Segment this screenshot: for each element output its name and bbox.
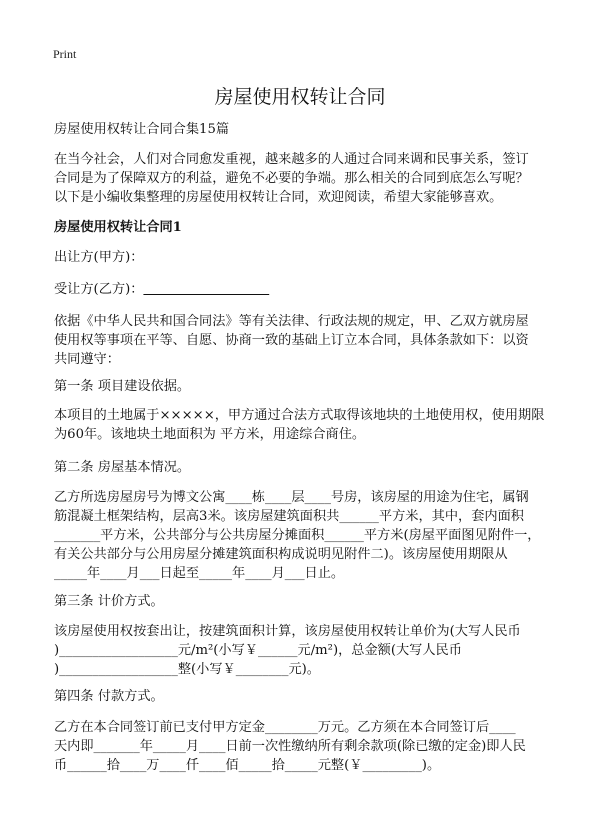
preamble-line: 使用权等事项在平等、自愿、协商一致的基础上订立本合同，具体条款如下：以资 bbox=[54, 333, 529, 348]
preamble-paragraph bbox=[54, 312, 550, 369]
intro-paragraph bbox=[54, 150, 550, 207]
article-2-line: 有关公共部分与公用房屋分摊建筑面积构成说明见附件二)。该房屋使用期限从 bbox=[54, 547, 508, 562]
article-1-line: 本项目的土地属于×××××，甲方通过合法方式取得该地块的土地使用权，使用期限 bbox=[54, 408, 545, 423]
article-4-body bbox=[54, 718, 550, 775]
contract-heading: 房屋使用权转让合同1 bbox=[54, 220, 182, 235]
article-4-title: 第四条 付款方式。 bbox=[54, 689, 164, 704]
article-1-title: 第一条 项目建设依据。 bbox=[54, 379, 191, 394]
party-a-line: 出让方(甲方)： bbox=[54, 250, 144, 265]
article-2-line: 乙方所选房屋房号为博文公寓____栋____层____号房，该房屋的用途为住宅，属钢 bbox=[54, 490, 529, 505]
article-4-line: 天内即_______年_____月____日前一次性缴纳所有剩余款项(除已缴的定金)即人民 bbox=[54, 739, 526, 754]
intro-line: 合同是为了保障双方的利益，避免不必要的争端。那么相关的合同到底怎么写呢？ bbox=[54, 171, 529, 186]
article-2-title: 第二条 房屋基本情况。 bbox=[54, 460, 191, 475]
intro-line: 在当今社会，人们对合同愈发重视，越来越多的人通过合同来调和民事关系，签订 bbox=[54, 152, 529, 167]
party-b-line bbox=[54, 280, 550, 299]
preamble-line: 共同遵守： bbox=[54, 352, 120, 367]
article-4-line: 币______拾____万____仟____佰_____拾_____元整(￥_________)。 bbox=[54, 758, 441, 773]
preamble-line: 依据《中华人民共和国合同法》等有关法律、行政法规的规定，甲、乙双方就房屋 bbox=[54, 314, 529, 329]
print-link[interactable]: Print bbox=[53, 47, 77, 61]
article-4-line: 乙方在本合同签订前已支付甲方定金________万元。乙方须在本合同签订后____ bbox=[54, 720, 516, 735]
party-b-label: 受让方(乙方)： bbox=[54, 282, 144, 297]
article-2-line: 筋混凝土框架结构，层高3米。该房屋建筑面积共______平方米，其中，套内面积 bbox=[54, 509, 524, 524]
article-2-body bbox=[54, 488, 550, 583]
article-3-line: )__________________元/m²(小写￥______元/m²)，总金额(大写人民币 bbox=[54, 643, 462, 658]
article-2-line: _______平方米，公共部分与公共房屋分摊面积______平方米(房屋平面图见附件一， bbox=[54, 528, 541, 543]
intro-line: 以下是小编收集整理的房屋使用权转让合同，欢迎阅读，希望大家能够喜欢。 bbox=[54, 190, 503, 205]
article-3-title: 第三条 计价方式。 bbox=[54, 594, 164, 609]
party-b-blank bbox=[143, 282, 269, 297]
article-1-line: 为60年。该地块土地面积为 平方米，用途综合商住。 bbox=[54, 427, 366, 442]
page-title: 房屋使用权转让合同 bbox=[214, 86, 386, 108]
article-3-line: 该房屋使用权按套出让，按建筑面积计算，该房屋使用权转让单价为(大写人民币 bbox=[54, 624, 521, 639]
article-1-body bbox=[54, 406, 550, 444]
article-3-body bbox=[54, 622, 550, 679]
article-3-line: )__________________整(小写￥________元)。 bbox=[54, 662, 320, 677]
article-2-line: _____年____月___日起至_____年____月___日止。 bbox=[54, 566, 345, 581]
subtitle: 房屋使用权转让合同合集15篇 bbox=[54, 122, 230, 137]
